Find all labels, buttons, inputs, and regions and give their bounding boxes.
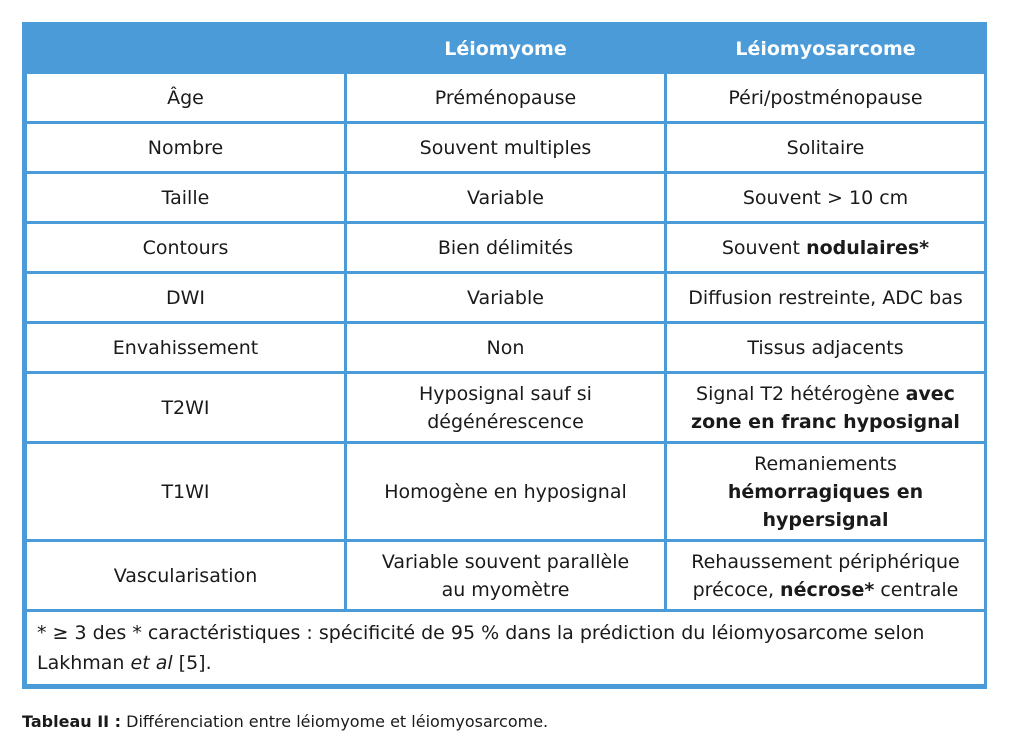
row-label: Nombre [27, 124, 344, 171]
cell-line: Rehaussement périphérique [691, 550, 960, 573]
leiomyosarcome-cell: Diffusion restreinte, ADC bas [667, 274, 984, 321]
table-header-row [27, 27, 984, 71]
table-row [27, 274, 984, 321]
cell-line: Hyposignal sauf si [419, 382, 592, 405]
table-row [27, 374, 984, 441]
cell-bold-text: avec [905, 382, 955, 405]
leiomyome-cell: Bien délimités [347, 224, 664, 271]
row-label: Taille [27, 174, 344, 221]
header-empty [27, 27, 344, 71]
leiomyosarcome-cell: Tissus adjacents [667, 324, 984, 371]
table-row [27, 324, 984, 371]
cell-line: au myomètre [441, 578, 570, 601]
cell-bold-text: nécrose* [780, 578, 875, 601]
cell-line: Remaniements [754, 452, 897, 475]
leiomyome-cell [347, 542, 664, 609]
leiomyome-cell: Variable [347, 174, 664, 221]
footnote-italic: et al [130, 652, 173, 674]
leiomyosarcome-cell: Solitaire [667, 124, 984, 171]
leiomyosarcome-cell [667, 542, 984, 609]
leiomyosarcome-cell: Péri/postménopause [667, 74, 984, 121]
footnote-row [27, 612, 984, 684]
leiomyosarcome-cell [667, 374, 984, 441]
cell-bold-text: hypersignal [762, 508, 889, 531]
row-label: Âge [27, 74, 344, 121]
leiomyosarcome-cell: Souvent > 10 cm [667, 174, 984, 221]
leiomyome-cell: Homogène en hyposignal [347, 444, 664, 539]
leiomyome-cell: Non [347, 324, 664, 371]
table-row [27, 174, 984, 221]
caption-label: Tableau II : [22, 712, 122, 731]
table-row [27, 124, 984, 171]
cell-text: centrale [874, 578, 959, 601]
leiomyome-cell [347, 374, 664, 441]
row-label: Vascularisation [27, 542, 344, 609]
footnote [27, 612, 984, 684]
row-label: Contours [27, 224, 344, 271]
row-label: Envahissement [27, 324, 344, 371]
row-label: DWI [27, 274, 344, 321]
cell-bold-text: nodulaires* [806, 236, 930, 259]
leiomyome-cell: Variable [347, 274, 664, 321]
table-row [27, 224, 984, 271]
comparison-table [24, 24, 987, 687]
leiomyome-cell: Préménopause [347, 74, 664, 121]
cell-bold-text: zone en franc hyposignal [691, 410, 960, 433]
cell-text: Souvent [721, 236, 807, 259]
cell-bold-text: hémorragiques en [727, 480, 924, 503]
table-row [27, 74, 984, 121]
leiomyosarcome-cell [667, 224, 984, 271]
cell-line: dégénérescence [427, 410, 584, 433]
comparison-table-frame [22, 22, 987, 689]
header-leiomyosarcome: Léiomyosarcome [667, 27, 984, 71]
row-label: T1WI [27, 444, 344, 539]
cell-text: Signal T2 hétérogène [696, 382, 906, 405]
table-caption [22, 712, 548, 731]
header-leiomyome: Léiomyome [347, 27, 664, 71]
cell-text: précoce, [692, 578, 781, 601]
row-label: T2WI [27, 374, 344, 441]
table-row [27, 542, 984, 609]
table-row [27, 444, 984, 539]
footnote-ref: [5]. [172, 652, 212, 674]
leiomyome-cell: Souvent multiples [347, 124, 664, 171]
caption-text: Différenciation entre léiomyome et léiomyosarcome. [121, 712, 549, 731]
leiomyosarcome-cell [667, 444, 984, 539]
footnote-text: * ≥ 3 des * caractéristiques : spécificité de 95 % dans la prédiction du léiomyosarcome selon Lakhman [37, 622, 925, 674]
cell-line: Variable souvent parallèle [381, 550, 630, 573]
